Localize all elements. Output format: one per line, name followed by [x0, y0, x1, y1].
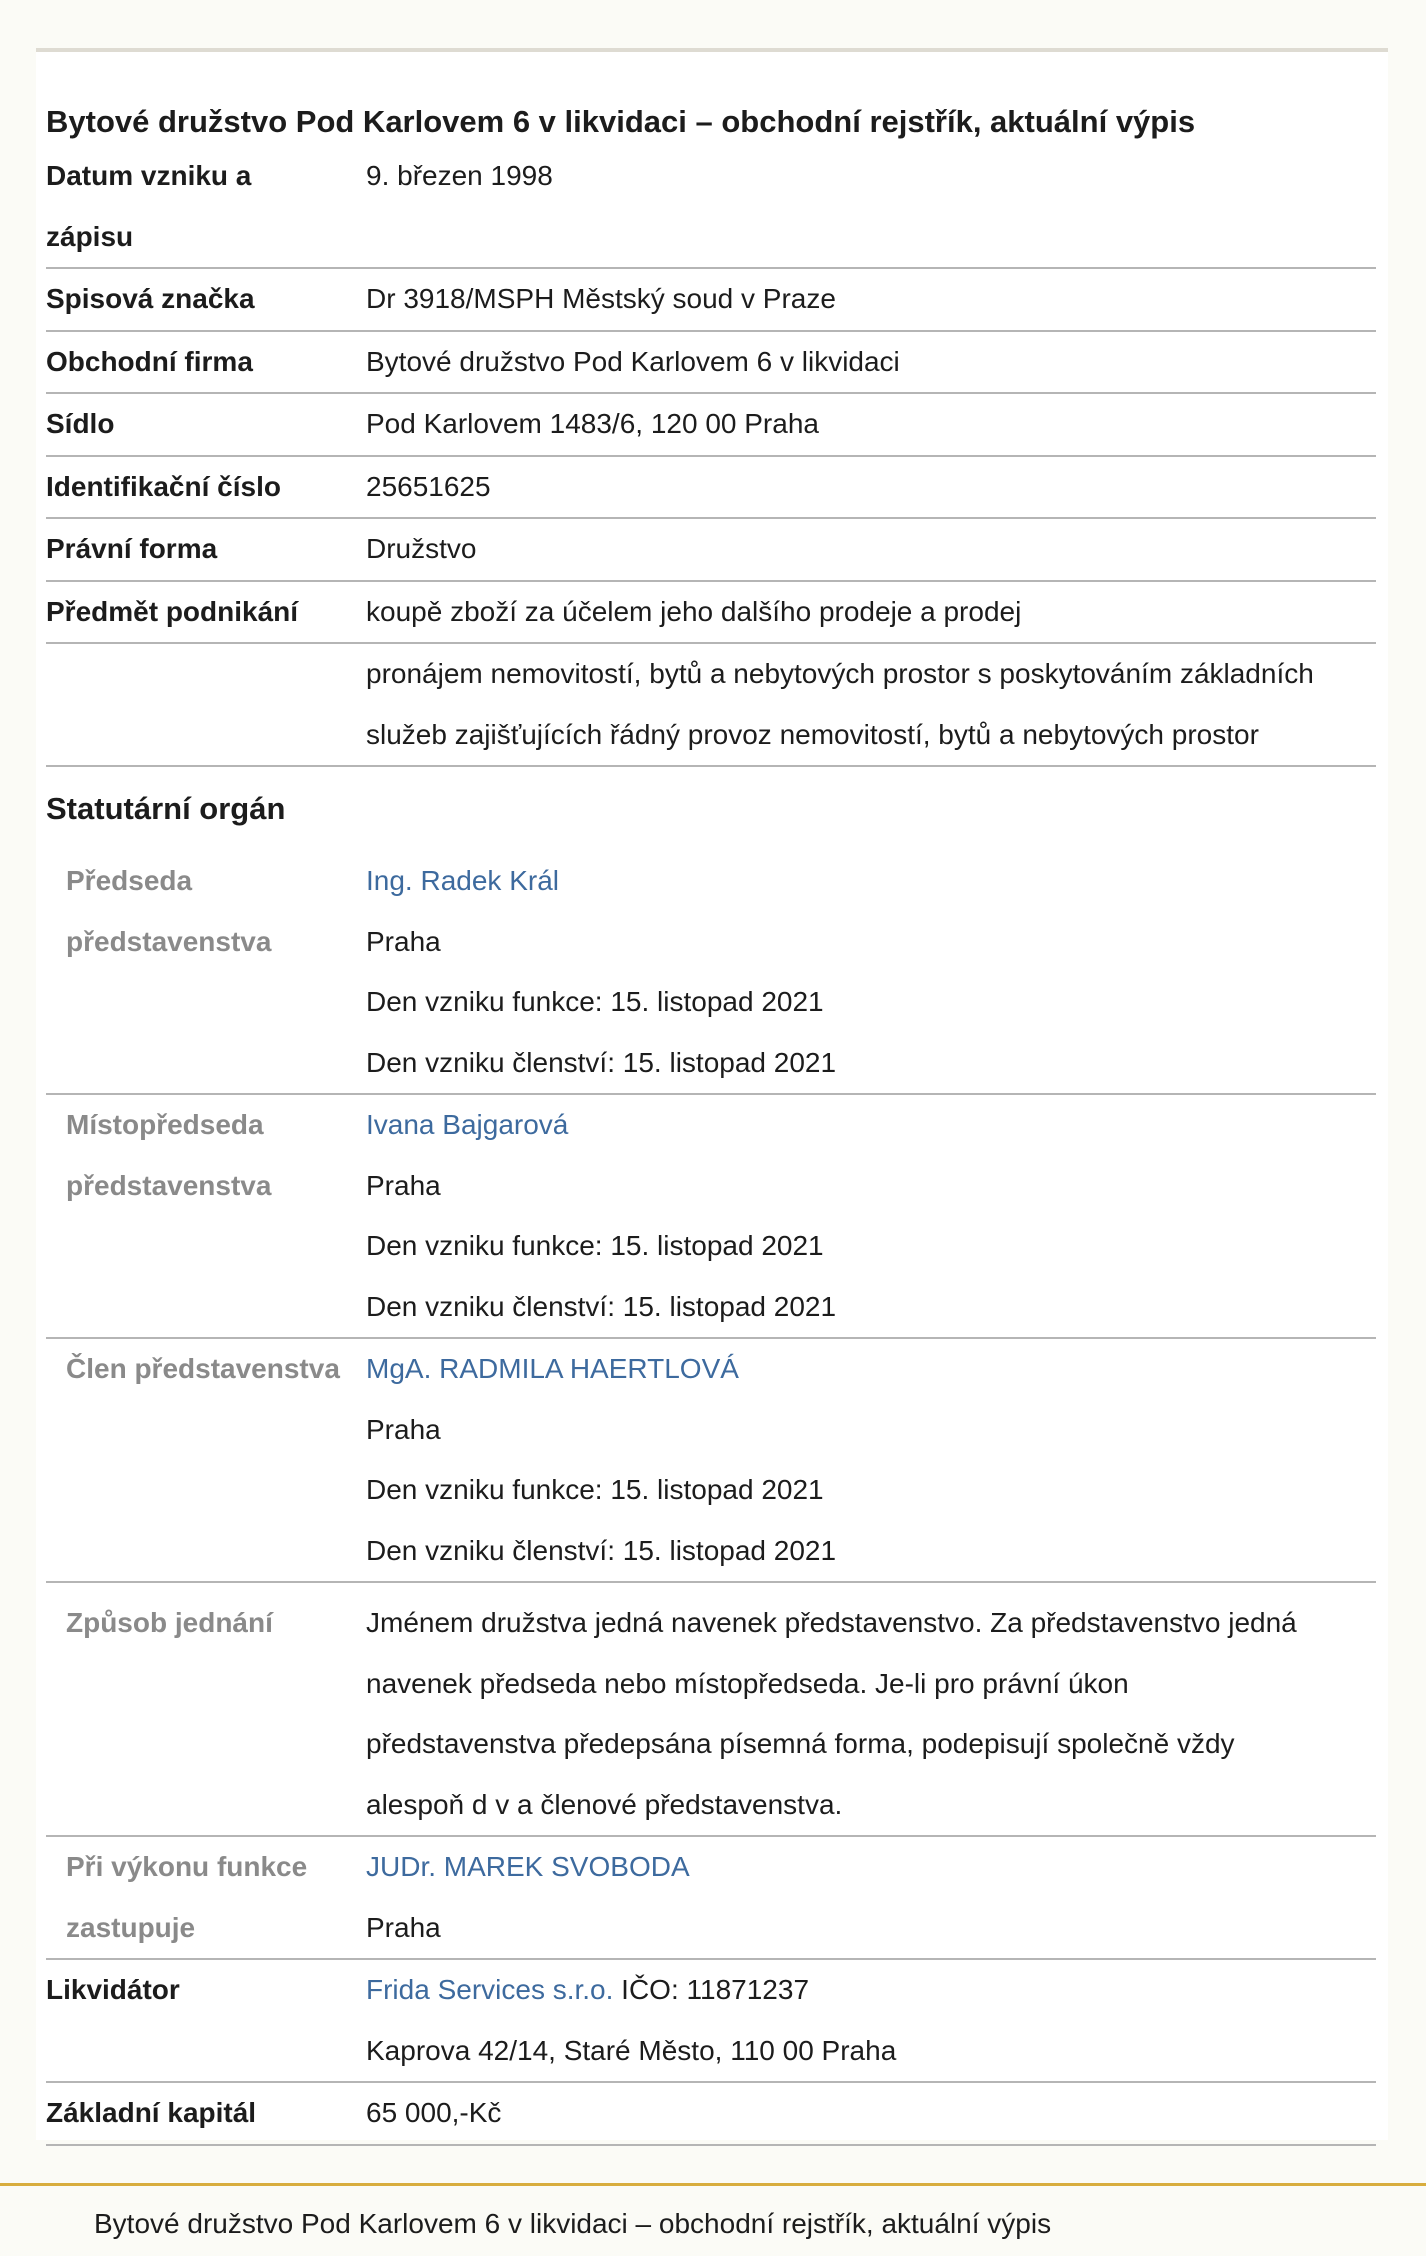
row-label: Způsob jednání: [66, 1607, 273, 1638]
row-value: [366, 1960, 1376, 2081]
row-label: Sídlo: [46, 408, 115, 439]
value-line: služeb zajišťujících řádný provoz nemovitostí, bytů a nebytových prostor: [366, 718, 1259, 750]
value-line: pronájem nemovitostí, bytů a nebytových prostor s poskytováním základních: [366, 658, 1314, 689]
person-link-mistopredseda[interactable]: Ivana Bajgarová: [366, 1109, 569, 1140]
row-label: Obchodní firma: [46, 345, 253, 377]
label-line: představenstva: [66, 1169, 272, 1201]
value-line: představenstva předepsána písemná forma, podepisují společně vždy: [366, 1728, 1235, 1759]
row-zpusob-jednani: [46, 1583, 1376, 1837]
row-label: Spisová značka: [46, 283, 255, 314]
den-vzniku-clenstvi: Den vzniku členství: 15. listopad 2021: [366, 1534, 837, 1566]
page-footer: [0, 2183, 1426, 2239]
row-label-empty: [46, 644, 366, 765]
person-city: Praha: [366, 1169, 441, 1201]
den-vzniku-funkce: Den vzniku funkce: 15. listopad 2021: [366, 1230, 824, 1261]
row-value: koupě zboží za účelem jeho dalšího prodeje a prodej: [366, 595, 1022, 627]
row-clen-predstavenstva: [46, 1339, 1376, 1583]
den-vzniku-clenstvi: Den vzniku členství: 15. listopad 2021: [366, 1290, 837, 1322]
value-line: alespoň d v a členové představenstva.: [366, 1788, 843, 1820]
row-value: [366, 851, 1376, 1093]
label-line: Při výkonu funkce: [66, 1851, 308, 1882]
row-mistopredseda: [46, 1095, 1376, 1339]
row-identifikacni-cislo: [46, 457, 1376, 520]
row-value: [366, 1593, 1376, 1835]
value-line: [366, 1960, 1376, 2021]
row-zastupuje: [46, 1837, 1376, 1960]
row-value: [366, 1095, 1376, 1337]
label-line: Datum vzniku a: [46, 160, 252, 191]
label-line: zastupuje: [66, 1911, 196, 1943]
page-title: Bytové družstvo Pod Karlovem 6 v likvidaci – obchodní rejstřík, aktuální výpis: [46, 104, 1196, 139]
label-line: Místopředseda: [66, 1109, 264, 1140]
label-line: představenstva: [66, 925, 272, 957]
row-value: [366, 1837, 1376, 1958]
row-value: [366, 1339, 1376, 1581]
row-value: Bytové družstvo Pod Karlovem 6 v likvidaci: [366, 345, 900, 377]
row-zakladni-kapital: [46, 2083, 1376, 2146]
row-value: Pod Karlovem 1483/6, 120 00 Praha: [366, 408, 819, 439]
row-value: Dr 3918/MSPH Městský soud v Praze: [366, 283, 836, 314]
row-label: Identifikační číslo: [46, 470, 281, 502]
row-label: [46, 1837, 366, 1958]
row-value: 9. březen 1998: [366, 160, 553, 191]
likvidator-ico: IČO: 11871237: [613, 1974, 810, 2005]
value-line: Jménem družstva jedná navenek představenstvo. Za představenstvo jedná: [366, 1607, 1297, 1638]
row-datum-vzniku: [46, 146, 1376, 269]
den-vzniku-clenstvi: Den vzniku členství: 15. listopad 2021: [366, 1046, 837, 1078]
row-label: Likvidátor: [46, 1974, 180, 2005]
company-link-likvidator[interactable]: Frida Services s.r.o.: [366, 1974, 614, 2005]
row-label: Právní forma: [46, 533, 218, 564]
row-predmet-podnikani: [46, 582, 1376, 645]
person-city: Praha: [366, 1413, 441, 1445]
den-vzniku-funkce: Den vzniku funkce: 15. listopad 2021: [366, 1474, 824, 1505]
row-sidlo: [46, 394, 1376, 457]
row-value: Družstvo: [366, 533, 477, 564]
footer-title: Bytové družstvo Pod Karlovem 6 v likvidaci – obchodní rejstřík, aktuální výpis: [94, 2208, 1052, 2239]
row-obchodni-firma: [46, 332, 1376, 395]
row-pravni-forma: [46, 519, 1376, 582]
row-predmet-podnikani-2: [46, 644, 1376, 767]
den-vzniku-funkce: Den vzniku funkce: 15. listopad 2021: [366, 986, 824, 1017]
row-value: 25651625: [366, 470, 491, 502]
section-heading-statutarni: Statutární orgán: [46, 791, 286, 826]
row-value: 65 000,-Kč: [366, 2097, 502, 2128]
label-line: zápisu: [46, 220, 134, 252]
row-likvidator: [46, 1960, 1376, 2083]
row-spisova-znacka: [46, 269, 1376, 332]
row-label: Základní kapitál: [46, 2097, 257, 2128]
row-label: Člen představenstva: [66, 1353, 340, 1384]
row-label: [46, 146, 366, 267]
row-predseda: [46, 851, 1376, 1095]
register-extract-content: [46, 52, 1376, 2146]
row-label: [46, 1095, 366, 1337]
person-city: Praha: [366, 1911, 441, 1943]
row-label: [46, 851, 366, 1093]
person-link-predseda[interactable]: Ing. Radek Král: [366, 865, 559, 896]
person-link-zastupce[interactable]: JUDr. MAREK SVOBODA: [366, 1851, 690, 1882]
person-city: Praha: [366, 925, 441, 957]
label-line: Předseda: [66, 865, 193, 896]
person-link-clen[interactable]: MgA. RADMILA HAERTLOVÁ: [366, 1353, 739, 1384]
value-line: navenek předseda nebo místopředseda. Je-li pro právní úkon: [366, 1667, 1129, 1699]
register-extract-card: [36, 48, 1388, 2140]
likvidator-address: Kaprova 42/14, Staré Město, 110 00 Praha: [366, 2034, 897, 2066]
row-value: [366, 644, 1376, 765]
row-label: Předmět podnikání: [46, 595, 299, 627]
